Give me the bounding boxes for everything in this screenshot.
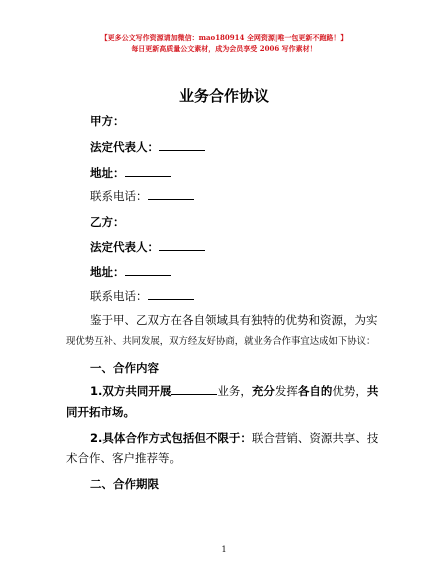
party-a-address-row	[90, 165, 171, 181]
clause2-part1: 联合营销、资源共享、技	[251, 431, 379, 445]
party-a-phone-label: 联系电话：	[90, 189, 148, 203]
clause1-line2: 同开拓市场。	[66, 405, 135, 419]
party-a-representative-row	[90, 139, 205, 155]
party-b-phone-row	[90, 288, 194, 304]
intro-paragraph-line2: 现优势互补、共同发展，双方经友好协商，就业务合作事宜达成如下协议：	[66, 336, 376, 347]
party-b-phone-label: 联系电话：	[90, 289, 148, 303]
promo-banner-line1: 【更多公文写作资源请加微信：mao180914 全网资源|唯一包更新不跑路！】	[100, 33, 348, 42]
clause1-line1	[90, 383, 378, 399]
clause1-part3: 优势，	[332, 384, 367, 398]
clause1-bold3: 共	[366, 384, 379, 398]
party-b-representative-label: 法定代表人：	[90, 240, 159, 254]
clause1-prefix: 1.双方共同开展	[90, 384, 172, 398]
clause1-bold1: 充分	[251, 384, 275, 398]
party-b-address-blank	[125, 264, 171, 276]
section2-heading: 二、合作期限	[90, 477, 159, 491]
party-a-label: 甲方：	[90, 114, 125, 128]
page-number: 1	[221, 545, 227, 554]
intro-paragraph-line1: 鉴于甲、乙双方在各自领域具有独特的优势和资源，为实	[90, 313, 378, 327]
clause2-line1	[90, 430, 378, 446]
promo-banner-line2: 每日更新高质量公文素材，成为会员享受 2006 写作素材！	[131, 44, 317, 53]
party-a-address-label: 地址：	[90, 166, 125, 180]
party-b-address-label: 地址：	[90, 265, 125, 279]
party-b-address-row	[90, 264, 171, 280]
party-a-representative-label: 法定代表人：	[90, 140, 159, 154]
clause1-bold2: 各自的	[297, 384, 333, 398]
party-b-label: 乙方：	[90, 215, 125, 229]
party-a-phone-row	[90, 188, 194, 204]
party-a-address-blank	[125, 165, 171, 177]
clause1-blank	[171, 383, 217, 395]
clause1-mid: 业务，	[217, 384, 252, 398]
party-b-representative-blank	[159, 239, 205, 251]
party-a-phone-blank	[148, 188, 194, 200]
section1-heading: 一、合作内容	[90, 361, 159, 375]
party-b-phone-blank	[148, 288, 194, 300]
clause2-bold: 2.具体合作方式包括但不限于：	[90, 431, 252, 445]
clause2-line2: 术合作、客户推荐等。	[66, 451, 181, 465]
party-a-representative-blank	[159, 139, 205, 151]
clause1-part2: 发挥	[274, 384, 298, 398]
party-b-representative-row	[90, 239, 205, 255]
document-title: 业务合作协议	[178, 87, 269, 105]
